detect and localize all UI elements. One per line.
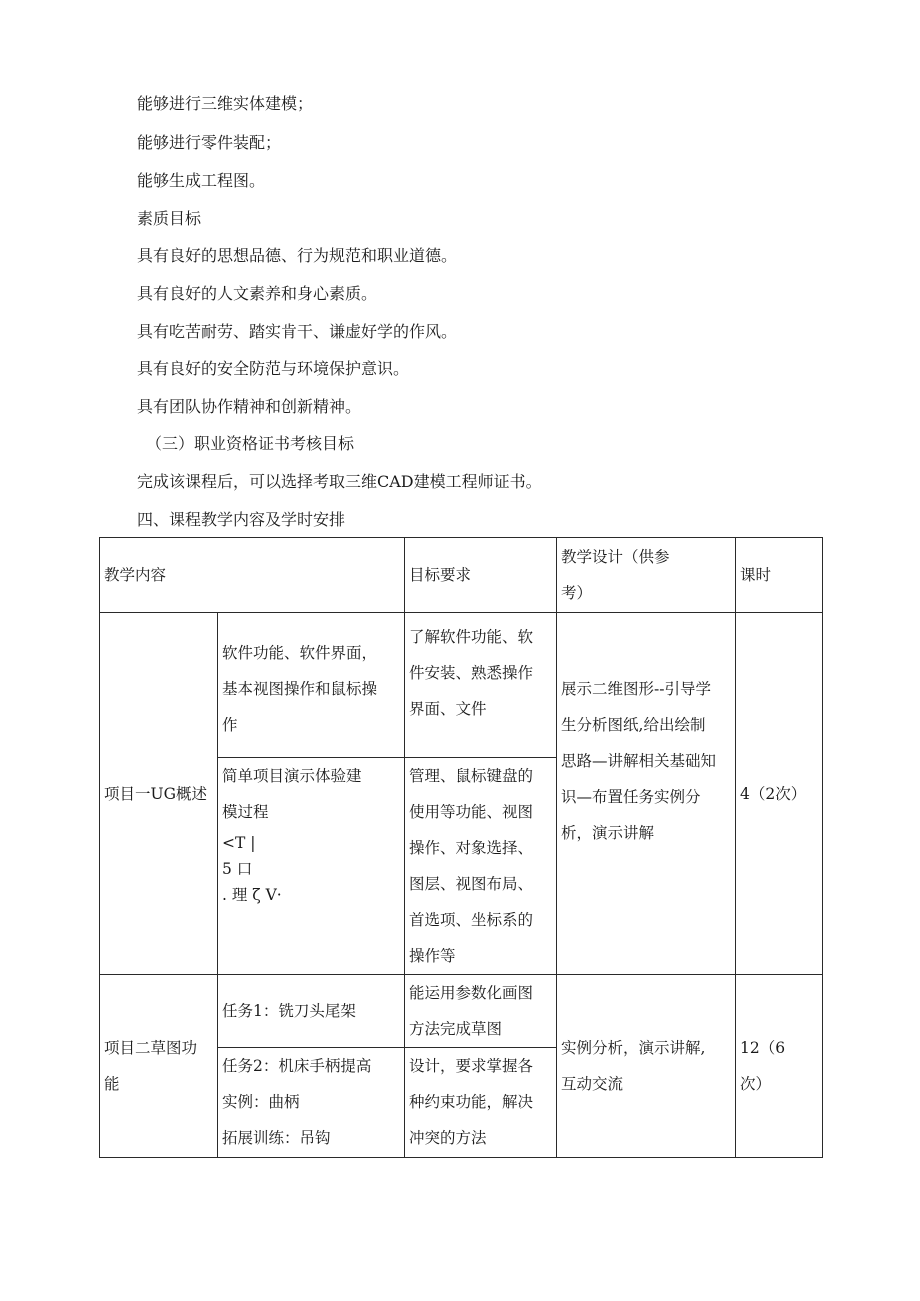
project2-name: 项目二草图功 能 xyxy=(100,975,218,1158)
course-schedule-table xyxy=(99,537,823,1158)
table-header-row xyxy=(100,538,823,613)
header-goal: 目标要求 xyxy=(405,538,557,613)
project2-hours: 12（6 次） xyxy=(736,975,823,1158)
section3-text: 完成该课程后，可以选择考取三维CAD建模工程师证书。 xyxy=(137,472,542,491)
header-content: 教学内容 xyxy=(100,538,405,613)
table-row xyxy=(100,613,823,758)
paragraph-6: 具有良好的人文素养和身心素质。 xyxy=(137,284,378,303)
project2-task2: 任务2：机床手柄提高 实例：曲柄 拓展训练：吊钩 xyxy=(218,1048,405,1158)
paragraph-8: 具有良好的安全防范与环境保护意识。 xyxy=(137,359,410,378)
project1-name: 项目一UG概述 xyxy=(100,613,218,975)
project1-design: 展示二维图形--引导学 生分析图纸,给出绘制 思路—讲解相关基础知 识—布置任务实例分 析，演示讲解 xyxy=(557,613,736,975)
paragraph-3: 能够生成工程图。 xyxy=(137,171,266,190)
project1-task1: 软件功能、软件界面， 基本视图操作和鼠标操 作 xyxy=(218,613,405,758)
quality-goals-heading: 素质目标 xyxy=(137,209,202,228)
paragraph-2: 能够进行零件装配； xyxy=(137,133,282,152)
project1-task2: 简单项目演示体验建 模过程 <T | 5 口 . 理 ζ V· xyxy=(218,758,405,975)
project1-hours: 4（2次） xyxy=(736,613,823,975)
header-design: 教学设计（供参 考） xyxy=(557,538,736,613)
scan-noise: 5 口 xyxy=(222,860,253,878)
scan-noise: <T | xyxy=(222,834,256,852)
table-row xyxy=(100,975,823,1048)
project2-goal2: 设计，要求掌握各 种约束功能，解决 冲突的方法 xyxy=(405,1048,557,1158)
paragraph-5: 具有良好的思想品德、行为规范和职业道德。 xyxy=(137,246,458,265)
project2-task1: 任务1：铣刀头尾架 xyxy=(218,975,405,1048)
project2-goal1: 能运用参数化画图 方法完成草图 xyxy=(405,975,557,1048)
section4-heading: 四、课程教学内容及学时安排 xyxy=(137,510,346,529)
scan-noise: . 理 ζ V· xyxy=(222,886,282,904)
section3-heading: （三）职业资格证书考核目标 xyxy=(146,434,355,453)
paragraph-9: 具有团队协作精神和创新精神。 xyxy=(137,397,362,416)
header-hours: 课时 xyxy=(736,538,823,613)
paragraph-1: 能够进行三维实体建模； xyxy=(137,94,314,113)
project1-goal1: 了解软件功能、软 件安装、熟悉操作 界面、文件 xyxy=(405,613,557,758)
project1-goal2: 管理、鼠标键盘的 使用等功能、视图 操作、对象选择、 图层、视图布局、 首选项、坐标系的 操作等 xyxy=(405,758,557,975)
paragraph-7: 具有吃苦耐劳、踏实肯干、谦虚好学的作风。 xyxy=(137,322,458,341)
project2-design: 实例分析，演示讲解, 互动交流 xyxy=(557,975,736,1158)
